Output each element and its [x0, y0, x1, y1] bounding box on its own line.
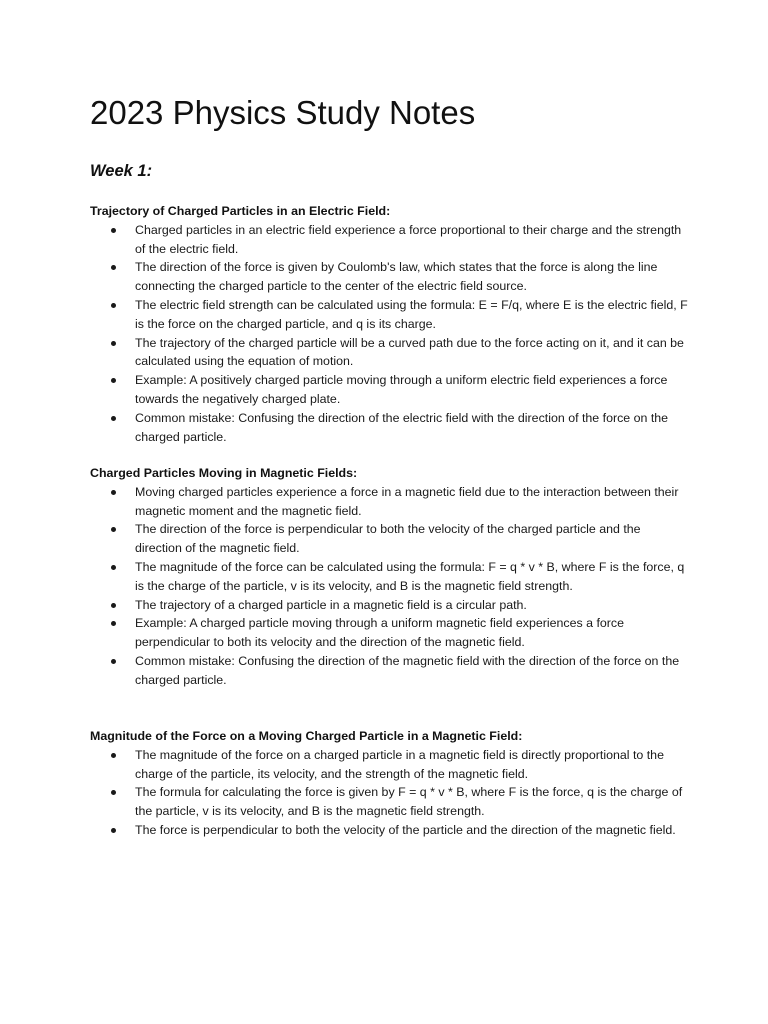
bullet-dot-icon [111, 828, 116, 833]
bullet-item [90, 258, 690, 296]
bullet-item [90, 783, 690, 821]
bullet-text: The electric field strength can be calculated using the formula: E = F/q, where E is the electric field, F is the force on the charged particle, and q is its charge. [135, 297, 688, 331]
bullet-dot-icon [111, 416, 116, 421]
bullet-dot-icon [111, 565, 116, 570]
bullet-text: Example: A charged particle moving through a uniform magnetic field experiences a force perpendicular to both its velocity and the direction of the magnetic field. [135, 616, 625, 650]
bullet-dot-icon [111, 527, 116, 532]
bullet-dot-icon [111, 378, 116, 383]
bullet-item [90, 296, 690, 334]
section-heading: Charged Particles Moving in Magnetic Fields: [90, 466, 358, 480]
bullet-text: Example: A positively charged particle moving through a uniform electric field experiences a force towards the negatively charged plate. [135, 373, 668, 406]
bullet-item [90, 614, 690, 652]
bullet-item [90, 409, 690, 447]
bullet-text: The trajectory of a charged particle in a magnetic field is a circular path. [135, 597, 527, 612]
bullet-dot-icon [111, 753, 116, 758]
section-heading: Magnitude of the Force on a Moving Charged Particle in a Magnetic Field: [90, 729, 523, 743]
bullet-list [90, 483, 690, 690]
bullet-item [90, 371, 690, 409]
bullet-text: Common mistake: Confusing the direction of the electric field with the direction of the force on the charged particle. [135, 410, 669, 444]
bullet-text: Moving charged particles experience a force in a magnetic field due to the interaction between their magnetic moment and the magnetic field. [135, 484, 679, 518]
bullet-item [90, 558, 690, 596]
bullet-dot-icon [111, 621, 116, 626]
bullet-dot-icon [111, 790, 116, 795]
bullet-text: Common mistake: Confusing the direction of the magnetic field with the direction of the force on the charged particle. [135, 653, 680, 687]
bullet-text: The magnitude of the force on a charged particle in a magnetic field is directly proportional to the charge of the particle, its velocity, and the strength of the magnetic field. [135, 747, 664, 781]
section-magnetic-fields [90, 464, 690, 690]
bullet-dot-icon [111, 265, 116, 270]
bullet-item [90, 334, 690, 372]
bullet-dot-icon [111, 659, 116, 664]
bullet-dot-icon [111, 490, 116, 495]
week-heading: Week 1: [90, 162, 153, 180]
bullet-item [90, 746, 690, 784]
document-title: 2023 Physics Study Notes [90, 94, 476, 131]
bullet-item [90, 520, 690, 558]
bullet-text: The trajectory of the charged particle will be a curved path due to the force acting on it, and it can be calculated using the equation of motion. [135, 335, 684, 369]
bullet-list [90, 221, 690, 447]
section-force-magnitude [90, 727, 690, 840]
bullet-text: The formula for calculating the force is given by F = q * v * B, where F is the force, q is the charge of the particle, v is its velocity, and B is the magnetic field strength. [135, 785, 683, 819]
section-electric-field [90, 202, 690, 446]
bullet-item [90, 821, 690, 840]
bullet-dot-icon [111, 341, 116, 346]
bullet-dot-icon [111, 228, 116, 233]
bullet-text: The magnitude of the force can be calculated using the formula: F = q * v * B, where F is the force, q is the charge of the particle, v is its velocity, and B is the magnetic field strength. [135, 559, 685, 593]
bullet-item [90, 221, 690, 259]
bullet-dot-icon [111, 603, 116, 608]
bullet-dot-icon [111, 303, 116, 308]
bullet-item [90, 652, 690, 690]
bullet-text: The direction of the force is given by Coulomb's law, which states that the force is along the line connecting the charged particle to the center of the electric field source. [135, 260, 658, 294]
bullet-item [90, 596, 690, 615]
bullet-list [90, 746, 690, 840]
bullet-text: The force is perpendicular to both the velocity of the particle and the direction of the magnetic field. [135, 822, 676, 837]
bullet-item [90, 483, 690, 521]
bullet-text: The direction of the force is perpendicular to both the velocity of the charged particle and the direction of the magnetic field. [135, 522, 641, 556]
section-heading: Trajectory of Charged Particles in an Electric Field: [90, 204, 391, 218]
bullet-text: Charged particles in an electric field experience a force proportional to their charge and the strength of the electric field. [135, 222, 682, 256]
